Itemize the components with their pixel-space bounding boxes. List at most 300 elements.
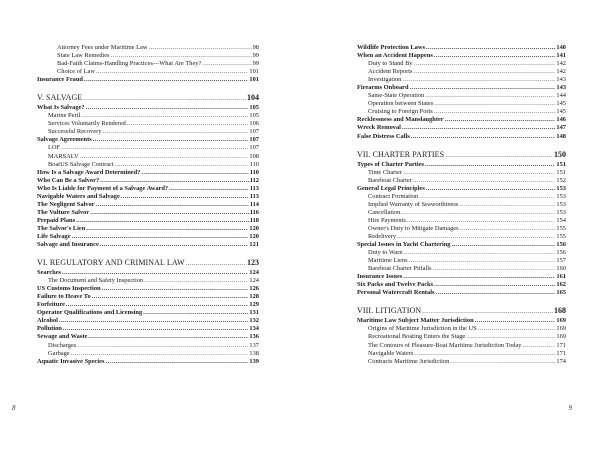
toc-entry [37,241,259,249]
toc-entry-title: Implied Warranty of Seaworthiness [368,200,459,208]
toc-entry-page: 148 [556,132,566,140]
toc-entry-title: Failure to Heave To [37,293,91,301]
dot-leader [397,233,555,241]
toc-entry [37,193,259,201]
dot-leader [413,177,556,185]
toc-entry [357,201,566,209]
toc-entry-title: The Contours of Pleasure-Boat Maritime Jurisdiction Today [368,341,522,349]
toc-entry [357,350,566,358]
toc-entry-title: Marine Peril [48,112,81,120]
toc-entry [357,225,566,233]
toc-entry [37,52,259,60]
toc-entry-title: V. SALVAGE [37,93,83,103]
toc-entry-title: Duty to Stand By [368,60,413,68]
toc-entry-title: The Document and Safety Inspection [48,277,144,285]
toc-entry-page: 110 [249,160,259,168]
dot-leader [84,76,248,84]
toc-entry-title: Prepaid Plans [37,216,76,224]
toc-entry-page: 136 [249,333,259,341]
toc-entry-page: 118 [249,216,259,224]
section-gap [357,297,566,306]
toc-entry-page: 121 [249,241,259,249]
toc-entry-page: 104 [247,93,259,103]
toc-entry [357,273,566,281]
toc-entry-title: General Legal Principles [357,184,425,192]
toc-entry-title: Navigable Waters and Salvage [37,192,120,200]
toc-chapter-entry [357,306,566,316]
toc-entry-page: 126 [249,285,259,293]
toc-entry-page: 174 [556,357,566,365]
dot-leader [111,52,252,60]
toc-entry-title: The Negligent Salvor [37,200,95,208]
toc-entry-title: What Is Salvage? [37,104,85,112]
toc-entry-page: 108 [249,152,259,160]
toc-entry-page: 157 [556,257,566,265]
toc-entry [37,136,259,144]
toc-entry-title: Services Voluntarily Rendered [48,120,126,128]
toc-entry-title: LOF [48,144,61,152]
toc-entry-page: 132 [249,317,259,325]
dot-leader [414,60,556,68]
section-gap [37,249,259,258]
toc-entry-title: The Salvor's Lien [37,224,86,232]
toc-entry-page: 165 [556,289,566,297]
toc-entry-title: The Vulture Salvor [37,208,90,216]
dot-leader [76,217,249,225]
toc-entry-title: False Distress Calls [357,132,410,140]
toc-entry-page: 140 [556,44,566,51]
dot-leader [90,209,249,217]
toc-entry-page: 99 [252,60,259,68]
toc-entry-page: 101 [249,68,259,76]
toc-entry [357,185,566,193]
toc-entry-title: Cancellation [368,208,401,216]
toc-entry-title: Alcohol [37,317,58,325]
toc-entry-page: 114 [249,200,259,208]
toc-entry-title: Time Charter [368,168,403,176]
toc-entry [37,161,259,169]
toc-entry-title: MARSALV [48,152,79,160]
toc-chapter-entry [37,93,259,103]
toc-entry-title: Firearms Onboard [357,84,409,92]
dot-leader [102,285,249,293]
toc-entry-page: 138 [249,349,259,357]
toc-entry-title: Cruising to Foreign Ports [368,108,433,116]
toc-entry-title: Navigable Waters [368,349,414,357]
toc-entry-page: 171 [556,349,566,357]
toc-entry [357,333,566,341]
toc-entry-title: Contract Formation [368,192,419,200]
toc-entry [357,342,566,350]
dot-leader [402,76,555,84]
toc-entry-title: Who Can Be a Salvor? [37,176,100,184]
dot-leader [434,52,556,60]
dot-leader [403,273,555,281]
toc-entry-page: 101 [249,76,259,84]
dot-leader [127,120,249,128]
toc-entry [37,269,259,277]
right-page [300,0,600,450]
toc-entry [37,144,259,152]
dot-leader [434,108,556,116]
toc-entry-title: Discharges [48,341,77,349]
toc-entry [37,44,259,52]
toc-entry-title: Operator Qualifications and Licensing [37,309,143,317]
toc-entry-title: Bareboat Charter Pitfalls [368,265,432,273]
toc-entry-title: Contracts Maritime Jurisdiction [368,357,450,365]
toc-entry-page: 153 [556,200,566,208]
dot-leader [426,185,556,193]
toc-entry [37,76,259,84]
dot-leader [445,116,556,124]
toc-entry-page: 160 [556,265,566,273]
dot-leader [450,358,555,366]
right-toc-column [357,44,566,366]
toc-entry-title: Life Salvage [37,232,71,240]
toc-entry [357,289,566,297]
dot-leader [81,112,248,120]
toc-entry [357,281,566,289]
dot-leader [100,177,249,185]
toc-entry-page: 155 [556,232,566,240]
toc-entry-title: Maritime Law Subject Matter Jurisdiction [357,317,474,325]
toc-entry-page: 98 [252,44,259,51]
toc-entry-title: When an Accident Happens [357,52,433,60]
toc-entry [357,257,566,265]
dot-leader [419,193,555,201]
dot-leader [459,201,555,209]
toc-entry [37,217,259,225]
toc-entry-title: Insurance Issues [357,273,403,281]
toc-entry [357,241,566,249]
dot-leader [202,60,251,68]
toc-entry-title: Recklessness and Manslaughter [357,116,444,124]
dot-leader [426,44,555,52]
toc-entry-page: 116 [249,208,259,216]
toc-entry-title: Maritime Liens [368,257,408,265]
toc-entry-title: Special Issues in Yacht Chartering [357,241,451,249]
toc-entry-title: Investigation [368,76,402,84]
toc-entry-page: 124 [249,269,259,277]
toc-entry [37,169,259,177]
toc-entry [357,317,566,325]
toc-entry [37,350,259,358]
toc-entry-page: 107 [249,136,259,144]
dot-leader [88,333,248,341]
toc-entry [37,177,259,185]
toc-chapter-entry [357,150,566,160]
toc-entry-page: 153 [556,184,566,192]
toc-entry-title: Who Is Liable for Payment of a Salvage Award? [37,184,169,192]
toc-entry-title: US Customs Inspection [37,285,101,293]
dot-leader [445,150,553,161]
toc-entry-page: 171 [556,341,566,349]
toc-entry-page: 106 [249,120,259,128]
left-toc-column [37,44,259,366]
dot-leader [141,169,248,177]
dot-leader [407,217,556,225]
toc-entry [357,169,566,177]
toc-entry-page: 156 [556,249,566,257]
toc-entry [37,233,259,241]
dot-leader [149,44,252,52]
toc-entry [357,193,566,201]
toc-entry [37,209,259,217]
toc-entry [357,265,566,273]
toc-entry-title: Successful Recovery [48,128,102,136]
toc-entry-page: 156 [556,241,566,249]
toc-entry-page: 142 [556,60,566,68]
toc-entry [37,301,259,309]
toc-entry-title: Sewage and Waste [37,333,88,341]
toc-entry-page: 162 [556,281,566,289]
dot-leader [414,350,555,358]
toc-entry-title: Salvage Agreements [37,136,92,144]
toc-entry-title: Aquatic Invasive Species [37,357,105,365]
dot-leader [475,317,556,325]
dot-leader [404,249,556,257]
toc-entry [357,44,566,52]
toc-entry [37,60,259,68]
toc-entry [37,104,259,112]
toc-entry [37,225,259,233]
dot-leader [403,169,555,177]
toc-entry-title: Insurance Fraud [37,76,83,84]
toc-entry-title: Wreck Removal [357,124,401,132]
toc-entry-title: Origins of Maritime Jurisdiction in the US [368,325,477,333]
toc-entry-page: 99 [252,52,259,60]
toc-entry [357,325,566,333]
toc-entry-title: Operation between States [368,100,434,108]
toc-entry-page: 147 [556,124,566,132]
toc-entry [357,177,566,185]
toc-entry-title: Redelivery [368,232,397,240]
toc-entry-page: 155 [556,224,566,232]
toc-entry-page: 168 [554,306,566,316]
section-gap [37,84,259,93]
toc-entry [357,108,566,116]
toc-chapter-entry [37,258,259,268]
toc-entry [357,60,566,68]
toc-entry-title: Personal Watercraft Rentals [357,289,435,297]
dot-leader [102,128,248,136]
dot-leader [144,277,248,285]
toc-entry [357,233,566,241]
toc-entry-title: Wildlife Protection Laws [357,44,425,51]
toc-entry [37,128,259,136]
toc-entry [37,285,259,293]
toc-entry [357,124,566,132]
toc-entry-title: Same-State Operation [368,92,425,100]
dot-leader [410,84,556,92]
dot-leader [83,93,246,104]
toc-entry-title: Searches [37,269,62,277]
dot-leader [121,193,249,201]
toc-entry-page: 112 [249,176,259,184]
toc-entry-title: VIII. LITIGATION [357,306,422,316]
toc-entry-page: 154 [556,216,566,224]
toc-entry [37,309,259,317]
toc-entry-page: 151 [556,168,566,176]
toc-entry-page: 143 [556,76,566,84]
toc-entry-page: 120 [249,224,259,232]
toc-entry-page: 169 [556,317,566,325]
dot-leader [96,68,248,76]
toc-entry [357,68,566,76]
toc-entry [37,293,259,301]
toc-entry-page: 110 [249,168,259,176]
toc-entry-page: 137 [249,341,259,349]
toc-entry-page: 141 [556,52,566,60]
toc-entry-title: Bad-Faith Claims-Handling Practices—What Are They? [57,60,202,68]
dot-leader [436,289,556,297]
toc-entry-title: Six Packs and Twelve Packs [357,281,434,289]
toc-entry-page: 161 [556,273,566,281]
dot-leader [169,185,249,193]
toc-entry-page: 142 [556,68,566,76]
dot-leader [402,124,555,132]
dot-leader [115,161,249,169]
toc-entry-title: Garbage [48,349,70,357]
toc-entry [357,161,566,169]
toc-entry-page: 134 [249,325,259,333]
dot-leader [63,325,249,333]
dot-leader [100,241,249,249]
toc-entry-page: 131 [249,309,259,317]
dot-leader [96,201,249,209]
toc-entry-page: 107 [249,128,259,136]
toc-entry-page: 120 [249,232,259,240]
toc-entry-page: 107 [249,144,259,152]
dot-leader [409,257,556,265]
toc-entry [37,325,259,333]
dot-leader [414,68,556,76]
toc-entry-title: Accident Reports [368,68,413,76]
toc-entry [37,153,259,161]
toc-entry [37,333,259,341]
dot-leader [434,100,555,108]
toc-entry-page: 152 [556,176,566,184]
dot-leader [422,306,553,317]
toc-entry-page: 150 [554,149,566,159]
toc-entry-title: VII. CHARTER PARTIES [357,149,445,159]
toc-entry [357,249,566,257]
dot-leader [186,258,246,269]
dot-leader [92,293,249,301]
toc-entry-page: 128 [249,293,259,301]
dot-leader [401,209,555,217]
dot-leader [59,317,248,325]
toc-entry-title: Owner's Duty to Mitigate Damages [368,224,459,232]
toc-entry [357,209,566,217]
dot-leader [452,241,556,249]
toc-entry-title: Choice of Law [57,68,95,76]
toc-entry-page: 153 [556,192,566,200]
toc-entry-page: 139 [249,357,259,365]
toc-entry [37,317,259,325]
toc-entry [37,201,259,209]
section-gap [357,141,566,150]
dot-leader [86,104,249,112]
toc-entry-page: 151 [556,160,566,168]
dot-leader [62,269,248,277]
toc-entry-page: 144 [556,92,566,100]
dot-leader [71,350,249,358]
dot-leader [433,265,556,273]
toc-entry-title: Pollution [37,325,62,333]
toc-entry [37,342,259,350]
toc-entry [37,120,259,128]
toc-entry-page: 169 [556,325,566,333]
toc-entry [37,112,259,120]
toc-entry [357,116,566,124]
dot-leader [93,136,249,144]
toc-entry-title: Recreational Boating Enters the Stage [368,333,466,341]
dot-leader [105,358,248,366]
dot-leader [411,133,556,141]
toc-entry-title: Types of Charter Parties [357,160,425,168]
toc-entry-page: 169 [556,333,566,341]
toc-entry-page: 145 [556,100,566,108]
dot-leader [77,342,248,350]
dot-leader [478,325,556,333]
right-page-number: 9 [568,404,572,412]
toc-entry-page: 143 [556,84,566,92]
dot-leader [434,281,555,289]
toc-entry [357,358,566,366]
toc-entry-title: VI. REGULATORY AND CRIMINAL LAW [37,258,185,268]
toc-entry [357,84,566,92]
toc-entry [37,277,259,285]
toc-entry-page: 145 [556,108,566,116]
toc-entry [357,76,566,84]
dot-leader [460,225,556,233]
left-page-number: 8 [12,404,16,412]
toc-entry [357,92,566,100]
toc-entry-title: Hire Payments [368,216,406,224]
dot-leader [523,342,556,350]
toc-entry-title: BoatUS Salvage Contract [48,160,114,168]
toc-entry-page: 153 [556,208,566,216]
toc-entry-title: State Law Remedies [57,52,110,60]
toc-entry-page: 129 [249,301,259,309]
dot-leader [72,233,249,241]
toc-entry [37,358,259,366]
toc-entry [357,133,566,141]
toc-entry-title: How Is a Salvage Award Determined? [37,168,141,176]
toc-entry-page: 146 [556,116,566,124]
toc-entry-page: 105 [249,104,259,112]
toc-entry [357,52,566,60]
toc-entry-page: 105 [249,112,259,120]
toc-entry [357,217,566,225]
toc-entry [37,185,259,193]
dot-leader [66,301,248,309]
dot-leader [143,309,248,317]
dot-leader [466,333,555,341]
toc-entry-title: Bareboat Charter [368,176,412,184]
toc-entry-title: Salvage and Insurance [37,241,99,249]
toc-entry [37,68,259,76]
dot-leader [80,153,249,161]
toc-entry-title: Forfeiture [37,301,65,309]
toc-entry [357,100,566,108]
toc-entry-page: 123 [247,258,259,268]
toc-entry-title: Attorney Fees under Maritime Law [57,44,148,51]
toc-entry-page: 113 [249,184,259,192]
dot-leader [425,92,555,100]
toc-entry-page: 113 [249,192,259,200]
